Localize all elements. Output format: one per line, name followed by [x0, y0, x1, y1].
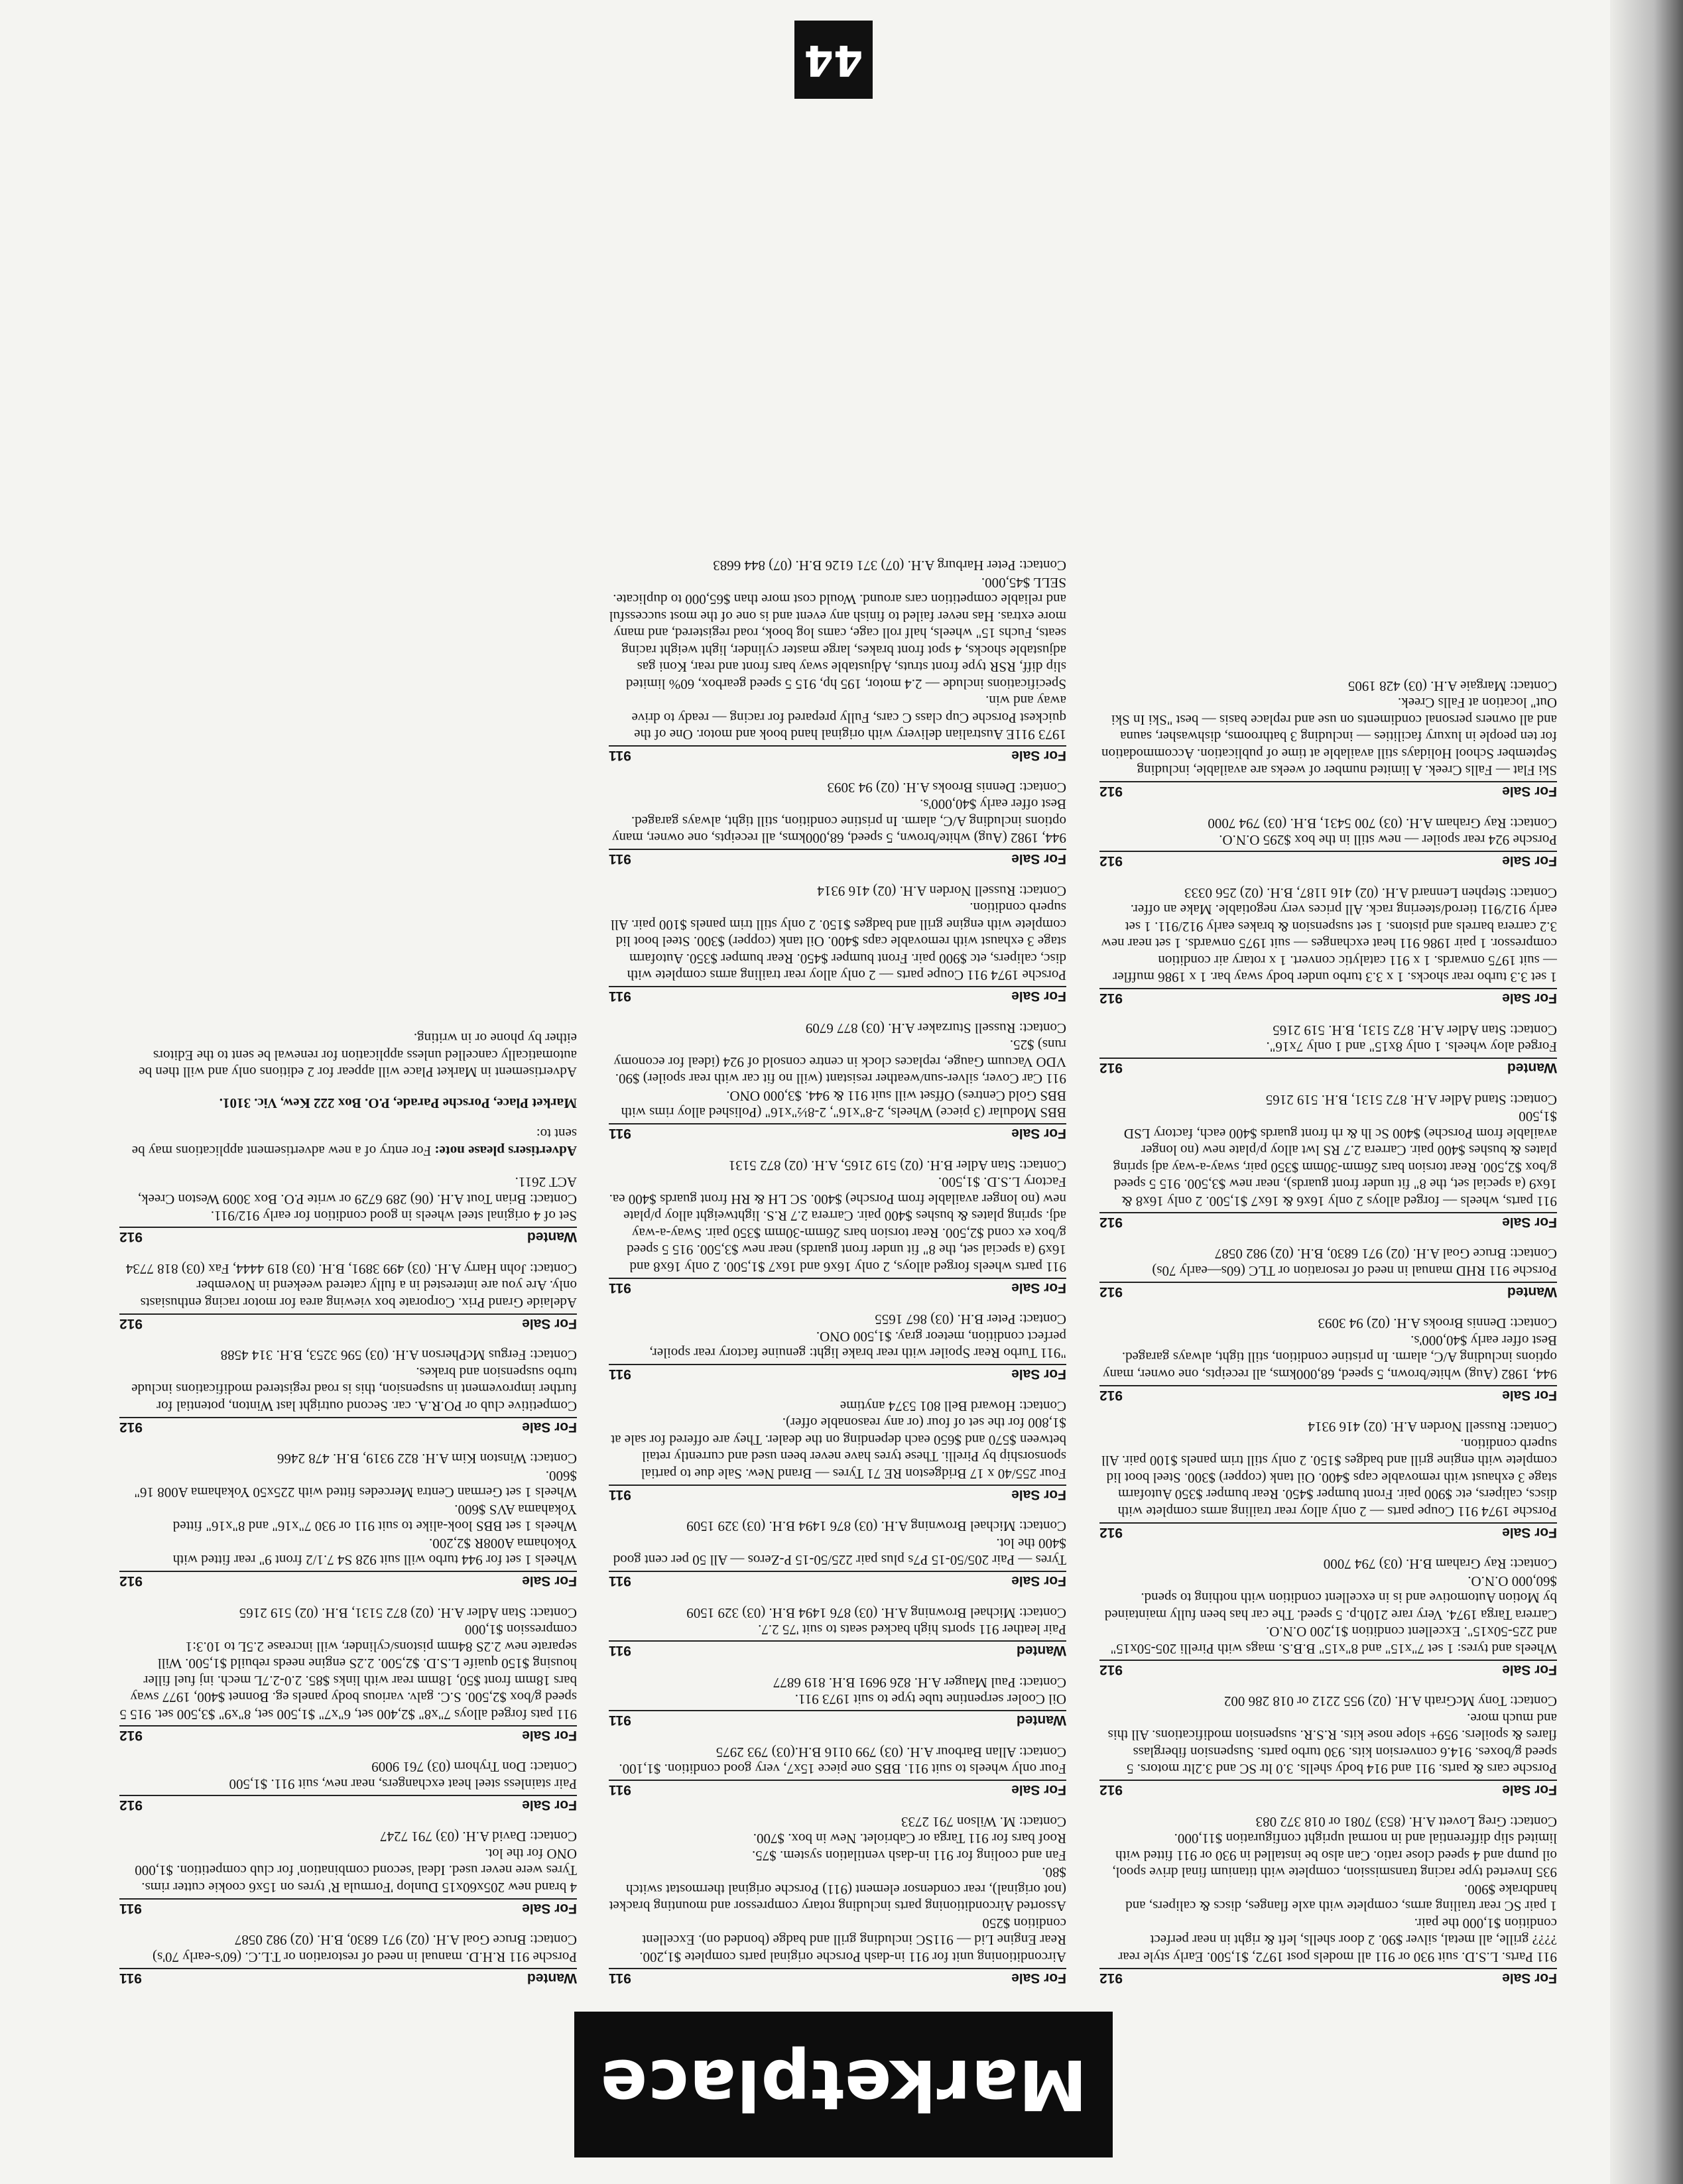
ad-text: Tyres — Pair 205/50-15 P7s plus pair 225/50-15 P-Zeros — All 50 per cent good $400 the lot.	[613, 1536, 1066, 1569]
classified-ad	[119, 1260, 577, 1333]
ad-header	[609, 1571, 1066, 1590]
ad-category: For Sale	[1502, 853, 1557, 869]
ad-header	[609, 1641, 1066, 1660]
ad-category: For Sale	[1011, 1487, 1066, 1502]
ad-category: For Sale	[1011, 1126, 1066, 1142]
ad-header	[119, 1227, 577, 1246]
ad-text: Wheels 1 set German Centra Mercedes fitted with 225x50 Yokahama A008 16" $600.	[134, 1468, 577, 1501]
ad-code: 911	[609, 1487, 631, 1502]
classified-ad	[1099, 1091, 1557, 1231]
ad-body	[119, 1260, 577, 1311]
classified-ad	[609, 1605, 1066, 1660]
ad-code: 912	[1099, 1215, 1123, 1230]
ad-contact: Contact: Michael Browning A.H. (03) 876 1494 B.H. (03) 329 1509	[686, 1518, 1066, 1535]
ad-code: 911	[609, 1643, 631, 1659]
ad-text: Porsche 924 rear spoiler — new still in the box $295 O.N.O.	[1219, 832, 1557, 849]
ad-contact: Contact: M. Wilson 791 2733	[901, 1814, 1066, 1830]
ad-code: 912	[1099, 1662, 1123, 1677]
page-number: 44	[794, 21, 873, 99]
ad-text: VDO Vacuum Gauge, replaces clock in centre consold of 924 (ideal for economy runs) $25.	[613, 1037, 1066, 1070]
ad-text: Adelaide Grand Prix. Corporate box viewing area for motor racing enthusiasts only. Are you are interested in a fully catered weekend in November	[140, 1278, 577, 1311]
ad-contact: Contact: Fergus McPherson A.H. (03) 596 3253, B.H. 314 4588	[220, 1347, 577, 1364]
ad-header	[609, 746, 1066, 764]
ad-header	[1099, 1660, 1557, 1678]
ad-category: For Sale	[1011, 748, 1066, 764]
ad-text: Airconditioning unit for 911 in-dash Porsche original parts complete $1,200.	[639, 1949, 1066, 1965]
classified-ad	[609, 1674, 1066, 1729]
ad-header	[609, 1711, 1066, 1729]
ad-body	[609, 1398, 1066, 1483]
ad-body	[609, 1157, 1066, 1276]
ad-body	[609, 779, 1066, 847]
ad-category: Wanted	[1507, 1060, 1557, 1076]
ad-code: 912	[119, 1573, 143, 1589]
classified-ad	[609, 882, 1066, 1005]
ad-code: 912	[119, 1797, 143, 1813]
ad-contact: Contact: Howard Bell 801 5374 anytime	[840, 1398, 1066, 1414]
ad-text: Wheels 1 set BBS look-alike to suit 911 or 930 7"x16" and 8"x16" fitted Yokahama AVS $600.	[172, 1502, 577, 1535]
ad-text: Ski Flat — Falls Creek. A limited number of weeks are available, including September School Holidays still available at time of publication. Accommodation for ten people in luxury facilities — including 3 bathrooms, dishwasher, sauna and all owners personal condiments on use and replace basis — best "Ski In Ski Out" location at Falls Creek.	[1101, 695, 1557, 779]
listings-column-2	[609, 77, 1066, 1986]
ad-code: 911	[609, 851, 631, 867]
listings-column-3	[119, 77, 577, 1986]
ad-category: For Sale	[522, 1573, 577, 1589]
ad-contact: Contact: Brian Tout A.H. (06) 289 6729 or write P.O. Box 3009 Weston Creek, ACT 2611.	[137, 1174, 577, 1207]
ad-category: For Sale	[1502, 1782, 1557, 1798]
classified-ad	[119, 1347, 577, 1435]
ad-category: Wanted	[527, 1971, 577, 1986]
classified-ad	[1099, 1315, 1557, 1404]
ad-code: 912	[1099, 991, 1123, 1006]
ad-text: 911 pats forged alloys 7"x8" $2,400 set, 6"x7" $1,500 set, 8"x9" $3,500 set. 915 5 speed g/box $2,500. S.C. galv. various body panels eg. Bonnet $400, 1977 sway bars 18mm front $50, 18mm rear with links $85. 2.0-2.7L mech. inj fuel filler housing $150 quaife L.S.D. $2,500. 2.2S engine needs rebuild $1,500. Will separate new 2.2S 84mm pistons/cylinder, will increase 2.5L to 10.3:1 compression $1,000	[119, 1622, 577, 1723]
ad-contact: Contact: Don Tryhorn (03) 761 9009	[371, 1759, 577, 1776]
ad-text: Four only wheels to suit 911. BBS one piece 15x7, very good condition. $1,100.	[619, 1761, 1066, 1778]
ad-category: For Sale	[1502, 1215, 1557, 1230]
ad-header	[1099, 1968, 1557, 1986]
classified-ad	[119, 1931, 577, 1986]
ad-body	[1099, 1245, 1557, 1279]
ad-code: 911	[609, 1713, 631, 1729]
classified-ad	[1099, 815, 1557, 870]
classified-ad	[1099, 1813, 1557, 1987]
ad-code: 911	[609, 989, 631, 1004]
ad-contact: Contact: Russell Norden A.H. (02) 416 9314	[817, 883, 1066, 899]
classified-ad	[119, 1758, 577, 1813]
ad-body	[1099, 1315, 1557, 1382]
ad-body	[119, 1931, 577, 1965]
ad-text: Porsche 1974 911 Coupe parts — 2 only alloy rear trailing arms complete with discs, calipers, etc $900 pair. Front bumper $450. Rear bumper $350 Autofarm stage 3 exhaust with removable caps $400. Oil tank (copper) $300. Steel boot lid complete with engine grill and badges $150. 2 only still trim panels $100 pair. All superb condition.	[1101, 1436, 1557, 1520]
ad-header	[609, 1780, 1066, 1799]
ad-body	[609, 1674, 1066, 1708]
ad-text: Porsche 911 RHD manual in need of resoration or TLC (60s—early 70s)	[1152, 1263, 1557, 1279]
ad-text: Roof bars for 911 Targa or Cabriolet. New in box. $700.	[753, 1831, 1066, 1847]
ad-header	[609, 987, 1066, 1005]
ad-body	[609, 882, 1066, 984]
ad-text: 944, 1982 (Aug) white/brown, 5 speed, 68,000kms, all receipts, one owner, many options including A/C, alarm. In pristine condition, still tight, always garaged. Best offer early $40,000's.	[611, 796, 1066, 847]
classified-ad	[1099, 1245, 1557, 1300]
ad-header	[119, 1571, 577, 1590]
classified-ad	[1099, 1555, 1557, 1678]
ad-header	[609, 1968, 1066, 1986]
ad-body	[609, 1311, 1066, 1362]
ad-text: Four 255/40 x 17 Bridgeston RE 71 Tyres — Brand New. Sale due to partial sponsorship by Pirelli. These tyres have never been used and currently retail between $570 and $650 each depending on the dealer. They are offered for sale at $1,800 for the set of four (or any reasonable offer).	[611, 1415, 1066, 1482]
ad-code: 911	[609, 1126, 631, 1142]
ad-text: Wheels and tyres: 1 set 7"x15" and 8"x15" B.B.S. mags with Pirelli 205-50x15" and 225-50x15". Excellent condition $1,200 O.N.O.	[1110, 1624, 1557, 1657]
ad-text: Competitive club or PO.R.A. car. Second outright last Winton, potential for further improvement in suspension, this is road registered modifications include turbo suspension and brakes.	[131, 1365, 577, 1414]
ad-text: Carrera Targa 1974. Very rare 210h.p. 5 speed. The car has been fully maintained by Motion Automotive and is in excellent condition with nothing to spend. $60,000 O.N.O.	[1104, 1573, 1557, 1623]
classified-ad	[119, 1828, 577, 1917]
ad-contact: Contact: Peter B.H. (03) 867 1655	[875, 1311, 1066, 1328]
ad-header	[609, 1365, 1066, 1383]
ad-code: 911	[119, 1971, 142, 1986]
ad-text: Porsche cars & parts. 911 and 914 body shells. 3.0 ltr SC and 3.2ltr motors. 5 speed g/boxes. 914.6 conversion kits. 930 turbo parts. Suspension fiberglass flares & spoilers. 959+ slope nose kits. R.S.R. suspension modifications. All this and much more.	[1107, 1711, 1557, 1778]
ad-code: 911	[609, 1573, 631, 1589]
ad-body	[1099, 815, 1557, 849]
ad-contact: Contact: Stan Adler B.H. (02) 519 2165, A.H. (02) 872 5131	[728, 1158, 1066, 1174]
note-address: Market Place, Porsche Parade, P.O. Box 222 Kew, Vic. 3101.	[219, 1095, 577, 1111]
ad-text: 4 brand new 205x60x15 Dunlop 'Formula R' tyres on 15x6 cookie cutter rims. Tyres were never used. Ideal 'second combination' for club competition. $1,000 ONO for the lot.	[135, 1846, 577, 1896]
ad-header	[119, 1313, 577, 1332]
ad-body	[609, 1605, 1066, 1638]
ad-category: For Sale	[1011, 1573, 1066, 1589]
ad-header	[1099, 1385, 1557, 1404]
ad-contact: Contact: Michael Browning A.H. (03) 876 1494 B.H. (03) 329 1509	[686, 1605, 1066, 1621]
section-banner: Marketplace	[574, 2012, 1113, 2157]
ad-category: For Sale	[522, 1901, 577, 1916]
ad-category: For Sale	[1011, 1366, 1066, 1382]
classified-ad	[1099, 1418, 1557, 1541]
ad-body	[1099, 884, 1557, 986]
ad-header	[1099, 1282, 1557, 1300]
ad-category: Wanted	[1507, 1284, 1557, 1300]
ad-category: For Sale	[522, 1728, 577, 1743]
ad-body	[609, 557, 1066, 743]
ad-text: Assorted Airconditioning parts including rotary compressor and mounting bracket (not original), rear condensor element (911) Porsche original thermostat switch $80.	[609, 1864, 1066, 1915]
ad-body	[119, 1828, 577, 1896]
classified-ad	[1099, 884, 1557, 1007]
ad-contact: Contact: Bruce Goal A.H. (02) 971 6830, B.H. (02) 982 0587	[1214, 1246, 1557, 1262]
ad-contact: Contact: Ray Graham B.H. (03) 794 7000	[1323, 1556, 1557, 1573]
ad-code: 912	[1099, 1388, 1123, 1403]
ad-code: 911	[119, 1901, 142, 1916]
note-text: For entry of a new advertisement applications may be sent to:	[131, 1126, 577, 1159]
ad-text: 911 Parts. L.S.D. suit 930 or 911 all models post 1972, $1,500. Early style rear ???? grille, all metal, silver $90. 2 door shells, left & right in near perfect condition $1,000 the pair.	[1118, 1915, 1557, 1965]
ad-body	[1099, 1418, 1557, 1520]
classified-ad	[609, 1020, 1066, 1142]
ad-contact: Contact: Stephen Lennard A.H. (02) 416 1187, B.H. (02) 256 0333	[1184, 885, 1557, 901]
ad-header	[119, 1417, 577, 1435]
classified-ad	[609, 1398, 1066, 1504]
ad-code: 912	[1099, 853, 1123, 869]
classified-ad	[119, 1174, 577, 1246]
ad-header	[119, 1968, 577, 1986]
ad-header	[119, 1898, 577, 1917]
ad-body	[609, 1744, 1066, 1778]
ad-header	[1099, 851, 1557, 870]
ad-text: Porsche 911 R.H.D. manual in need of restoration or T.L.C. (60's-early 70's)	[153, 1949, 577, 1965]
ad-category: Wanted	[527, 1229, 577, 1245]
ad-code: 912	[1099, 1060, 1123, 1076]
ad-text: Forged aloy wheels. 1 only 8x15" and 1 only 7x16".	[1266, 1039, 1557, 1056]
ad-header	[1099, 1212, 1557, 1231]
classified-ad	[609, 1813, 1066, 1987]
ad-text: Fan and cooling for 911 in-dash ventilation system. $75.	[752, 1848, 1066, 1864]
ad-text: Rear Engine Lid — 911SC including grill and badge (bonded on). Excellent condition $250	[642, 1915, 1066, 1949]
ad-header	[1099, 989, 1557, 1007]
ad-contact: Contact: Stan Adler A.H. (02) 872 5131, B.H. (02) 519 2165	[239, 1605, 577, 1621]
ad-body	[119, 1450, 577, 1569]
ad-code: 912	[119, 1420, 143, 1435]
ad-contact: Contact: Greg Lovett A.H. (853) 7081 or 018 372 083	[1255, 1814, 1557, 1830]
ad-body	[1099, 1813, 1557, 1966]
ad-text: Oil Cooler serpentine tube type to suit 1973 911.	[794, 1691, 1066, 1708]
ad-contact: Contact: Dennis Brooks A.H. (02) 94 3093	[1318, 1315, 1557, 1332]
ad-code: 911	[609, 748, 631, 764]
ad-body	[1099, 678, 1557, 779]
ad-header	[119, 1725, 577, 1744]
ad-contact: Contact: Margaie A.H. (03) 428 1905	[1347, 678, 1557, 694]
ad-contact: Contact: Bruce Goal A.H. (02) 971 6830, B.H. (02) 982 0587	[234, 1932, 577, 1949]
classified-ad	[609, 1744, 1066, 1799]
ad-text: 935 Inverted type racing transmission, complete with titanium final drive spool, oil pump and 4 speed close ratio. Can also be installed in 930 or 911 fitted with limited slip differential and in normal upright configuration $11,000.	[1112, 1831, 1557, 1881]
ad-header	[609, 1278, 1066, 1296]
ad-category: For Sale	[522, 1420, 577, 1435]
ad-code: 912	[119, 1229, 143, 1245]
advertisers-note	[119, 1030, 577, 1159]
ad-contact: Contact: Russell Norden A.H. (02) 416 9314	[1308, 1419, 1557, 1435]
classified-ad	[609, 1311, 1066, 1383]
ad-code: 912	[119, 1728, 143, 1743]
ad-category: For Sale	[1011, 851, 1066, 867]
ad-code: 912	[1099, 1525, 1123, 1540]
ad-category: For Sale	[1502, 784, 1557, 800]
ad-contact: Contact: Dennis Brooks A.H. (02) 94 3093	[827, 780, 1066, 796]
ad-text: 911 Car Cover, silver-sun/weather resistant (will no fit car with rear spoiler) $90.	[615, 1071, 1066, 1087]
ad-body	[609, 1813, 1066, 1966]
ad-category: For Sale	[1011, 1280, 1066, 1296]
ad-text: 911 parts wheels forged alloys, 2 only 16x6 and 16x7 $1,500. 2 only 16x8 and 16x9 (a special set, the 8" fit under front guards) near new $3,500. 915 5 speed g/box ex cond $2,500. Rear torsion bars 26mm-30mm $350 pair. Sway-a-way adj. spring plates & bushes $400 pair. Carrera 2.7 R.S. lightweight alloy p/plate new (no longer available from Porsche) $400. SC LH & RH front guards $400 ea. Factory L.S.D. $1,500.	[609, 1174, 1066, 1275]
ad-text: Wheels 1 set for 944 turbo will suit 928 S4 7.1/2 front 9" rear fitted with Yokohama A008R $2,200.	[172, 1536, 577, 1569]
ad-text: Porsche 1974 911 Coupe parts — 2 only alloy rear trailing arms complete with disc, calipers, etc $900 pair. Front bumper $450. Rear bumper $350. Autofarm stage 3 exhaust with removable caps $400. Oil tank (copper) $300. Steel boot lid complete with engine grill and badges $150. 2 only still trim panels $100 pair. All superb condition.	[610, 900, 1066, 984]
classified-ad	[119, 1450, 577, 1590]
ad-contact: Contact: Winston Kim A.H. 822 9319, B.H. 478 2466	[277, 1451, 577, 1467]
ad-contact: Contact: Tony McGrath A.H. (02) 955 2212 or 018 286 002	[1223, 1693, 1557, 1710]
ad-text: BBS Modular (3 piece) Wheels, 2-8"x16", 2-8½"x16" (Polished alloy rims with BBS Gold Centres) Offset will suit 911 & 944. $3,000 ONO.	[621, 1088, 1066, 1121]
ad-category: For Sale	[1502, 1971, 1557, 1986]
note-lead: Advertisers please note:	[434, 1143, 577, 1159]
classified-ad	[609, 1518, 1066, 1590]
listings-column-1	[1099, 77, 1557, 1986]
ad-body	[119, 1758, 577, 1792]
ad-body	[119, 1347, 577, 1414]
ad-header	[609, 849, 1066, 868]
ad-header	[609, 1124, 1066, 1142]
ad-contact: Contact: Russell Sturzaker A.H. (03) 877 6709	[805, 1020, 1066, 1036]
ad-text: 1973 911E Australian delivery with original hand book and motor. One of the quickest Porsche Cup class C cars, Fully prepared for racing — ready to drive away and win.	[631, 693, 1066, 743]
ad-code: 911	[609, 1366, 631, 1382]
classified-ad	[1099, 1022, 1557, 1077]
ad-category: For Sale	[1011, 989, 1066, 1004]
ad-body	[609, 1518, 1066, 1569]
ad-body	[1099, 1693, 1557, 1778]
ad-body	[609, 1020, 1066, 1121]
ad-header	[1099, 1780, 1557, 1799]
ad-category: For Sale	[1502, 1525, 1557, 1540]
classified-ad	[609, 557, 1066, 764]
ad-text: Set of 4 original steel wheels in good condition for early 912/911.	[210, 1208, 577, 1225]
ad-category: For Sale	[1502, 1388, 1557, 1403]
ad-body	[1099, 1091, 1557, 1210]
ad-header	[1099, 782, 1557, 800]
ad-code: 912	[1099, 784, 1123, 800]
ad-contact: Contact: Stand Adler A.H. 872 5131, B.H. 519 2165	[1265, 1092, 1557, 1108]
ad-category: Wanted	[1016, 1643, 1066, 1659]
ad-contact: Contact: Paul Mauger A.H. 826 9691 B.H. 819 6877	[773, 1675, 1066, 1691]
note-text-2: Advertisement in Market Place will appear for 2 editions only and will then be automatically cancelled unless application for renewal be sent to the Editors either by phone or in writing.	[139, 1030, 577, 1081]
ad-body	[1099, 1022, 1557, 1056]
ad-contact: Contact: Stan Adler A.H. 872 5131, B.H. 519 2165	[1273, 1022, 1557, 1038]
ad-category: For Sale	[1502, 1662, 1557, 1677]
ad-header	[609, 1485, 1066, 1503]
ad-text: Specifications include — 2.4 motor, 195 hp, 915 5 speed gearbox, 60% limited slip diff, RSR type front struts, Adjustable sway bars front and rear, Koni gas adjustable shocks, 4 spot front brakes, large master cylinder, light weight racing seats, Fuchs 15" wheels, half roll cage, cams log book, road registered, and many more extras. Has never failed to finish any event and is one of the most successful and reliable competition cars around. Would cost more than $65,000 to duplicate. SELL $45,000.	[609, 575, 1066, 692]
ad-category: For Sale	[1011, 1782, 1066, 1798]
ad-code: 911	[609, 1971, 631, 1986]
ad-text: 911 parts, wheels — forged alloys 2 only 16x6 & 16x7 $1,500. 2 only 16x8 & 16x9 (a special set, the 8" fit under front guards), near new $3,500. 915 5 speed g/box $2,500. Rear torsion bars 26mm-30mm $350 pair, sway-a-way adj spring plates & bushes $400 pair. Carrera 2.7 RS lwt alloy p/plate new (no longer available from Porsche) $400 Sc lh & rh front guards $400 each, factory LSD $1,500	[1113, 1109, 1557, 1209]
ad-code: 912	[119, 1316, 143, 1331]
classified-ad	[609, 1157, 1066, 1297]
ad-code: 912	[1099, 1782, 1123, 1798]
ad-category: For Sale	[1011, 1971, 1066, 1986]
ad-text: Pair stainless steel heat exchangers, near new, suit 911. $1,500	[229, 1776, 577, 1792]
classified-ad	[1099, 1693, 1557, 1799]
ad-text: 944, 1982 (Aug) white/brown, 5 speed, 68,000kms, all receipts, one owner, many options including A/C, alarm. In pristine condition, still tight, always garaged. Best offer early $40,000's.	[1102, 1333, 1557, 1382]
ad-text: Pair leather 911 sports high backed seats to suit '75 2.7.	[758, 1622, 1066, 1638]
ad-header	[119, 1795, 577, 1813]
ad-contact: Contact: David A.H. (03) 791 7247	[380, 1829, 577, 1845]
page-binding-shadow	[1610, 0, 1683, 2184]
ad-contact: Contact: Allan Barbour A.H. (03) 799 0116 B.H.(03) 793 2975	[716, 1744, 1066, 1760]
ad-category: For Sale	[522, 1316, 577, 1331]
ad-body	[119, 1174, 577, 1225]
ad-category: For Sale	[1502, 991, 1557, 1006]
ad-header	[1099, 1522, 1557, 1541]
ad-contact: Contact: Peter Harburg A.H. (07) 371 6126 B.H. (07) 844 6683	[713, 558, 1066, 574]
ad-body	[119, 1605, 577, 1723]
ad-header	[1099, 1058, 1557, 1077]
ad-code: 911	[609, 1782, 631, 1798]
ad-code: 911	[609, 1280, 631, 1296]
ad-text: 1 set 3.3 turbo rear shocks. 1 x 3.3 turbo under body sway bar. 1 x 1986 muffler — suit 1975 onwards. 1 x 911 catalytic convert. 1 x rotary air condition compressor. 1 pair 1986 911 heat exchanges — suit 1975 onwards. 1 set near new 3.2 carrera barrels and pistons. 1 set suspension & brakes early 912/911. 1 set early 912/911 tierod/steering rack. All prices very negotiable. Make an offer.	[1101, 902, 1557, 986]
classified-ad	[1099, 678, 1557, 800]
ad-text: 1 pair SC rear trailing arms, complete with axle flanges, discs & calipers, and handbrake $900.	[1125, 1882, 1557, 1915]
ad-contact: Contact: John Harry A.H. (03) 499 3891, B.H. (03) 819 4444, Fax (03) 818 7734	[125, 1261, 577, 1277]
classified-ad	[609, 779, 1066, 868]
ad-contact: Contact: Ray Graham A.H. (03) 700 5431, B.H. (03) 794 7000	[1208, 816, 1557, 831]
ad-body	[1099, 1555, 1557, 1657]
ad-text: "911 Turbo Rear Spoiler with rear brake light: genuine factory rear spoiler, perfect condition, meteor gray. $1,500 ONO.	[649, 1329, 1066, 1362]
ad-category: For Sale	[522, 1797, 577, 1813]
ad-category: Wanted	[1016, 1713, 1066, 1729]
classified-ad	[119, 1605, 577, 1744]
ad-code: 912	[1099, 1971, 1123, 1986]
ad-code: 912	[1099, 1284, 1123, 1300]
